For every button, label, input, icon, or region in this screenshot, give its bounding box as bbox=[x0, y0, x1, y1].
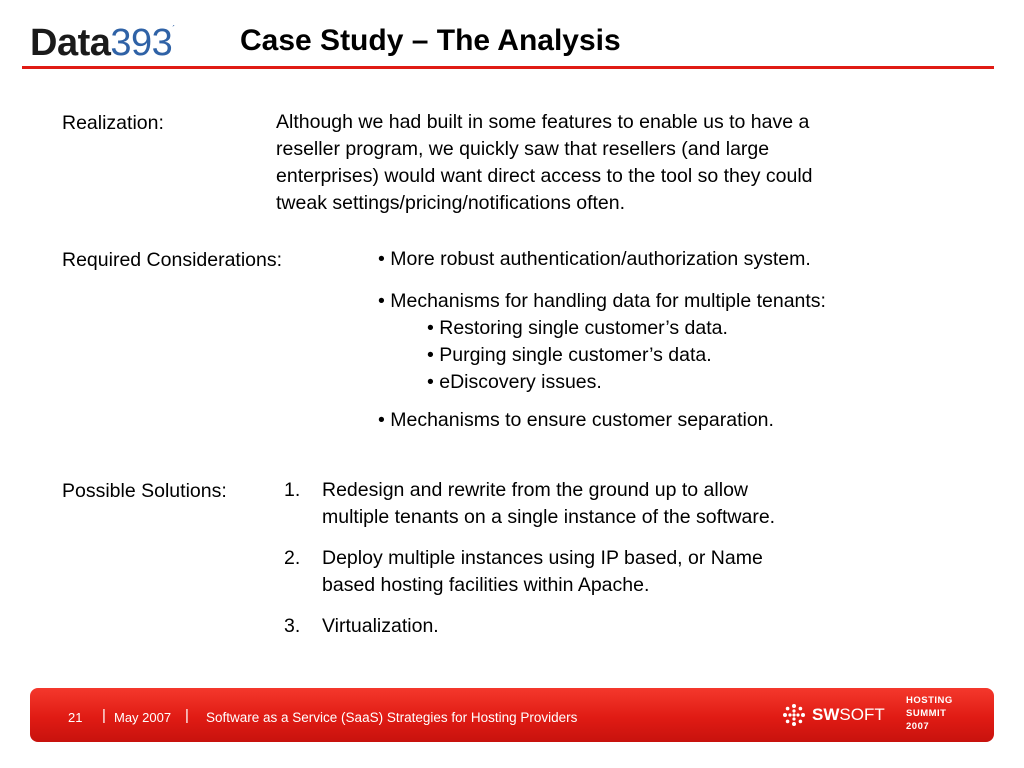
footer-date: May 2007 bbox=[114, 710, 172, 725]
footer-subtitle: Software as a Service (SaaS) Strategies for Hosting Providers bbox=[206, 710, 578, 725]
solution-line: Redesign and rewrite from the ground up to allow bbox=[322, 479, 748, 501]
hosting-summit-logo bbox=[906, 694, 953, 733]
data393-logo bbox=[30, 22, 175, 62]
footer-separator: | bbox=[185, 707, 189, 724]
solution-line: based hosting facilities within Apache. bbox=[322, 574, 650, 596]
title-divider bbox=[22, 66, 994, 69]
consideration-item: • More robust authentication/authorization system. bbox=[378, 248, 811, 270]
realization-text bbox=[276, 109, 936, 217]
page-number: 21 bbox=[68, 710, 83, 725]
consideration-item: • Mechanisms to ensure customer separation. bbox=[378, 409, 774, 431]
swsoft-dots-icon bbox=[782, 703, 806, 727]
realization-label: Realization: bbox=[62, 112, 164, 134]
realization-line: enterprises) would want direct access to the tool so they could bbox=[276, 165, 813, 187]
realization-line: Although we had built in some features to enable us to have a bbox=[276, 111, 810, 133]
consideration-subitems bbox=[427, 315, 728, 396]
solution-line: Virtualization. bbox=[322, 615, 439, 637]
solution-number: 3. bbox=[284, 615, 301, 637]
solution-line: multiple tenants on a single instance of the software. bbox=[322, 506, 776, 528]
summit-line: 2007 bbox=[906, 721, 930, 732]
footer-bar bbox=[30, 688, 994, 742]
solution-number: 1. bbox=[284, 479, 301, 501]
solution-line: Deploy multiple instances using IP based, or Name bbox=[322, 547, 763, 569]
slide-title: Case Study – The Analysis bbox=[240, 24, 621, 57]
solutions-label: Possible Solutions: bbox=[62, 480, 227, 502]
solution-text bbox=[322, 613, 439, 640]
consideration-subitem: • eDiscovery issues. bbox=[427, 371, 602, 393]
solution-text bbox=[322, 545, 763, 599]
footer-separator: | bbox=[102, 707, 106, 724]
realization-line: tweak settings/pricing/notifications often. bbox=[276, 192, 626, 214]
summit-line: SUMMIT bbox=[906, 708, 947, 719]
solution-text bbox=[322, 477, 775, 531]
consideration-subitem: • Purging single customer’s data. bbox=[427, 344, 712, 366]
logo-number: 393 bbox=[110, 22, 173, 64]
solution-number: 2. bbox=[284, 547, 301, 569]
swsoft-logo-sw: SW bbox=[812, 705, 840, 724]
logo-mark: ´ bbox=[172, 24, 176, 34]
consideration-item: • Mechanisms for handling data for multiple tenants: bbox=[378, 290, 826, 312]
consideration-subitem: • Restoring single customer’s data. bbox=[427, 317, 728, 339]
logo-word: Data bbox=[30, 22, 111, 64]
summit-line: HOSTING bbox=[906, 695, 953, 706]
swsoft-logo bbox=[812, 705, 885, 725]
considerations-label: Required Considerations: bbox=[62, 249, 283, 271]
realization-line: reseller program, we quickly saw that resellers (and large bbox=[276, 138, 770, 160]
swsoft-logo-soft: SOFT bbox=[839, 705, 885, 724]
